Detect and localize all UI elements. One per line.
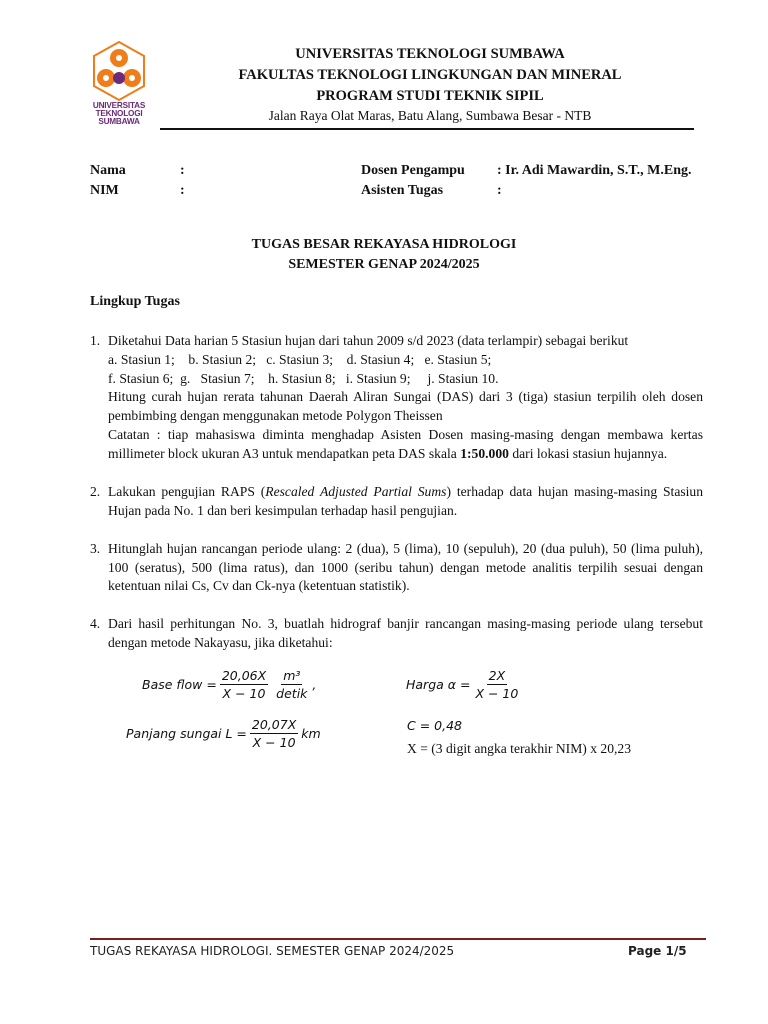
panjang-denominator: X − 10	[252, 735, 296, 750]
item-1-paragraph-2: Hitung curah hujan rerata tahunan Daerah Aliran Sungai (DAS) dari 3 (tiga) stasiun terpilih oleh dosen pembimbing dengan menggunakan metode Polygon Theissen	[108, 389, 703, 423]
university-name: UNIVERSITAS TEKNOLOGI SUMBAWA	[295, 46, 565, 62]
item-3-text: Hitunglah hujan rancangan periode ulang: 2 (dua), 5 (lima), 10 (sepuluh), 20 (dua puluh), 50 (lima puluh), 100 (seratus), 500 (lima ratus), dan 1000 (seribu tahun) dengan metode analitis terpilih sesuai dengan ketentuan nilai Cs, Cv dan Ck-nya (ketentuan statistik).	[108, 541, 703, 594]
faculty-name: FAKULTAS TEKNOLOGI LINGKUNGAN DAN MINERAL	[238, 67, 622, 83]
item-number-3: 3.	[90, 541, 101, 556]
logo-text-3: SUMBAWA	[98, 117, 140, 126]
alpha-fraction	[473, 668, 520, 701]
item-1-line-1: Diketahui Data harian 5 Stasiun hujan dari tahun 2009 s/d 2023 (data terlampir) sebagai berikut	[108, 333, 629, 348]
panjang-lhs: Panjang sungai L =	[126, 726, 247, 741]
section-title: Lingkup Tugas	[90, 294, 180, 309]
university-logo	[86, 40, 152, 132]
alpha-formula	[406, 668, 523, 701]
panjang-unit: km	[301, 726, 321, 741]
raps-term: Rescaled Adjusted Partial Sums	[265, 484, 447, 499]
baseflow-lhs: Base flow =	[142, 677, 217, 692]
note-text: Catatan : tiap mahasiswa diminta menghadap Asisten Dosen masing-masing dengan membawa kertas millimeter block ukuran A3 untuk mendapatkan peta DAS skala	[108, 427, 703, 461]
x-definition: X = (3 digit angka terakhir NIM) x 20,23	[407, 741, 631, 756]
baseflow-tail: ,	[312, 677, 317, 692]
dosen-label: Dosen Pengampu	[361, 163, 465, 178]
item-number-4: 4.	[90, 616, 101, 631]
item-number-2: 2.	[90, 484, 101, 499]
logo-hexagon-icon	[86, 40, 152, 102]
alpha-denominator: X − 10	[475, 686, 519, 701]
document-subtitle: SEMESTER GENAP 2024/2025	[288, 257, 480, 272]
footer-title: TUGAS REKAYASA HIDROLOGI. SEMESTER GENAP 2024/2025	[90, 944, 455, 958]
header-divider	[160, 128, 694, 130]
asisten-label: Asisten Tugas	[361, 183, 444, 198]
dosen-value: : Ir. Adi Mawardin, S.T., M.Eng.	[497, 163, 692, 178]
item-1-stations-1: a. Stasiun 1; b. Stasiun 2; c. Stasiun 3; d. Stasiun 4; e. Stasiun 5;	[108, 352, 492, 367]
baseflow-formula	[142, 668, 316, 701]
item-1-note	[108, 426, 703, 463]
baseflow-unit	[274, 668, 309, 701]
baseflow-denominator: X − 10	[222, 686, 266, 701]
nim-colon: :	[180, 183, 185, 198]
nama-colon: :	[180, 163, 185, 178]
item-4-text: Dari hasil perhitungan No. 3, buatlah hidrograf banjir rancangan masing-masing periode ulang tersebut dengan metode Nakayasu, jika diketahui:	[108, 616, 703, 650]
note-tail: dari lokasi stasiun hujannya.	[508, 445, 668, 461]
logo-text-1: UNIVERSITAS	[92, 101, 146, 110]
baseflow-unit-denominator: detik	[276, 686, 308, 701]
baseflow-fraction	[220, 668, 268, 701]
panjang-numerator: 20,07X	[251, 717, 297, 732]
panjang-formula	[126, 717, 321, 750]
item-2-text-a: Lakukan pengujian RAPS (	[108, 484, 266, 499]
baseflow-unit-numerator: m³	[283, 668, 301, 683]
footer-divider	[90, 938, 706, 940]
document-title: TUGAS BESAR REKAYASA HIDROLOGI	[251, 237, 517, 252]
program-name: PROGRAM STUDI TEKNIK SIPIL	[316, 88, 544, 104]
baseflow-numerator: 20,06X	[221, 668, 267, 683]
item-2-text-c: ) terhadap data hujan masing-masing Stasiun Hujan pada No. 1 dan beri kesimpulan terhadap hasil pengujian.	[108, 484, 704, 518]
map-scale: 1:50.000	[460, 445, 509, 461]
alpha-lhs: Harga α =	[406, 677, 471, 692]
logo-text-2: TEKNOLOGI	[95, 109, 143, 118]
item-number-1: 1.	[90, 333, 101, 348]
c-value: C = 0,48	[407, 718, 462, 733]
item-1-stations-2: f. Stasiun 6; g. Stasiun 7; h. Stasiun 8; i. Stasiun 9; j. Stasiun 10.	[108, 371, 499, 386]
nama-label: Nama	[90, 163, 126, 178]
nim-label: NIM	[90, 183, 119, 198]
address: Jalan Raya Olat Maras, Batu Alang, Sumbawa Besar - NTB	[268, 108, 592, 123]
asisten-value: :	[497, 183, 502, 198]
page-number: Page 1/5	[628, 944, 687, 958]
item-2-text	[108, 483, 703, 520]
alpha-numerator: 2X	[488, 668, 506, 683]
panjang-fraction	[250, 717, 298, 750]
